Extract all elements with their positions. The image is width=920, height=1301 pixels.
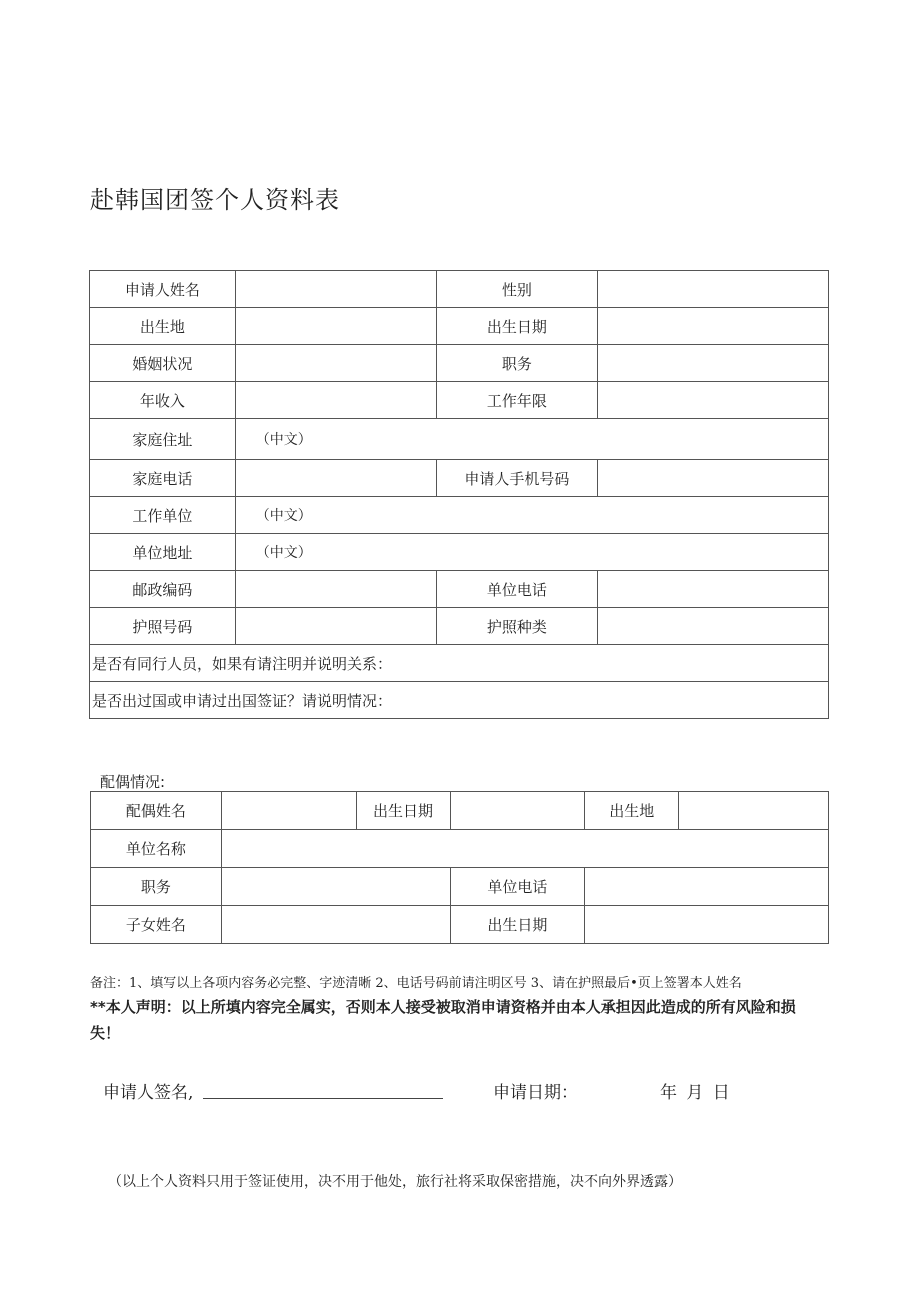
postcode-label: 邮政编码 bbox=[90, 571, 236, 608]
position-label: 职务 bbox=[436, 345, 598, 382]
spouse-birthplace-label: 出生地 bbox=[585, 792, 679, 830]
child-birthdate-label: 出生日期 bbox=[450, 906, 585, 944]
passport-type-field[interactable] bbox=[598, 608, 829, 645]
passport-type-label: 护照种类 bbox=[436, 608, 598, 645]
instructions-note: 备注：1、填写以上各项内容务必完整、字迹清晰 2、电话号码前请注明区号 3、请在护照最后•页上签署本人姓名 bbox=[90, 976, 742, 991]
marital-status-field[interactable] bbox=[235, 345, 436, 382]
birthplace-label: 出生地 bbox=[90, 308, 236, 345]
applicant-name-field[interactable] bbox=[235, 271, 436, 308]
birthplace-field[interactable] bbox=[235, 308, 436, 345]
employer-phone-field[interactable] bbox=[598, 571, 829, 608]
child-birthdate-field[interactable] bbox=[585, 906, 829, 944]
home-phone-field[interactable] bbox=[235, 460, 436, 497]
application-date-field[interactable]: 年 月 日 bbox=[660, 1083, 732, 1103]
spouse-birthplace-field[interactable] bbox=[679, 792, 829, 830]
postcode-field[interactable] bbox=[235, 571, 436, 608]
home-address-field[interactable]: （中文） bbox=[235, 419, 828, 460]
birthdate-field[interactable] bbox=[598, 308, 829, 345]
birthdate-label: 出生日期 bbox=[436, 308, 598, 345]
privacy-footer: （以上个人资料只用于签证使用，决不用于他处，旅行社将采取保密措施，决不向外界透露） bbox=[108, 1174, 682, 1190]
spouse-position-label: 职务 bbox=[91, 868, 222, 906]
applicant-name-label: 申请人姓名 bbox=[90, 271, 236, 308]
spouse-name-field[interactable] bbox=[221, 792, 356, 830]
home-address-label: 家庭住址 bbox=[90, 419, 236, 460]
employer-field[interactable]: （中文） bbox=[235, 497, 828, 534]
spouse-name-label: 配偶姓名 bbox=[91, 792, 222, 830]
work-years-field[interactable] bbox=[598, 382, 829, 419]
income-label: 年收入 bbox=[90, 382, 236, 419]
mobile-field[interactable] bbox=[598, 460, 829, 497]
employer-label: 工作单位 bbox=[90, 497, 236, 534]
employer-phone-label: 单位电话 bbox=[436, 571, 598, 608]
child-name-field[interactable] bbox=[221, 906, 450, 944]
applicant-declaration: **本人声明：以上所填内容完全属实，否则本人接受被取消申请资格并由本人承担因此造成的所有风险和损失！ bbox=[90, 998, 796, 1042]
spouse-employer-phone-label: 单位电话 bbox=[450, 868, 585, 906]
mobile-label: 申请人手机号码 bbox=[436, 460, 598, 497]
marital-status-label: 婚姻状况 bbox=[90, 345, 236, 382]
spouse-birthdate-field[interactable] bbox=[450, 792, 585, 830]
spouse-birthdate-label: 出生日期 bbox=[356, 792, 450, 830]
spouse-info-table bbox=[90, 791, 829, 944]
spouse-employer-field[interactable] bbox=[221, 830, 828, 868]
employer-address-field[interactable]: （中文） bbox=[235, 534, 828, 571]
spouse-section-title: 配偶情况: bbox=[100, 773, 166, 791]
child-name-label: 子女姓名 bbox=[91, 906, 222, 944]
spouse-employer-phone-field[interactable] bbox=[585, 868, 829, 906]
position-field[interactable] bbox=[598, 345, 829, 382]
spouse-position-field[interactable] bbox=[221, 868, 450, 906]
passport-number-field[interactable] bbox=[235, 608, 436, 645]
signature-label: 申请人签名, bbox=[103, 1083, 194, 1103]
companions-field[interactable]: 是否有同行人员，如果有请注明并说明关系： bbox=[90, 645, 829, 682]
signature-line[interactable] bbox=[203, 1098, 443, 1099]
gender-label: 性别 bbox=[436, 271, 598, 308]
employer-address-label: 单位地址 bbox=[90, 534, 236, 571]
page-title: 赴韩国团签个人资料表 bbox=[90, 186, 340, 214]
applicant-info-table bbox=[89, 270, 829, 719]
home-phone-label: 家庭电话 bbox=[90, 460, 236, 497]
application-date-label: 申请日期： bbox=[493, 1083, 578, 1103]
prior-visa-field[interactable]: 是否出过国或申请过出国签证？请说明情况： bbox=[90, 682, 829, 719]
income-field[interactable] bbox=[235, 382, 436, 419]
passport-number-label: 护照号码 bbox=[90, 608, 236, 645]
gender-field[interactable] bbox=[598, 271, 829, 308]
spouse-employer-label: 单位名称 bbox=[91, 830, 222, 868]
work-years-label: 工作年限 bbox=[436, 382, 598, 419]
